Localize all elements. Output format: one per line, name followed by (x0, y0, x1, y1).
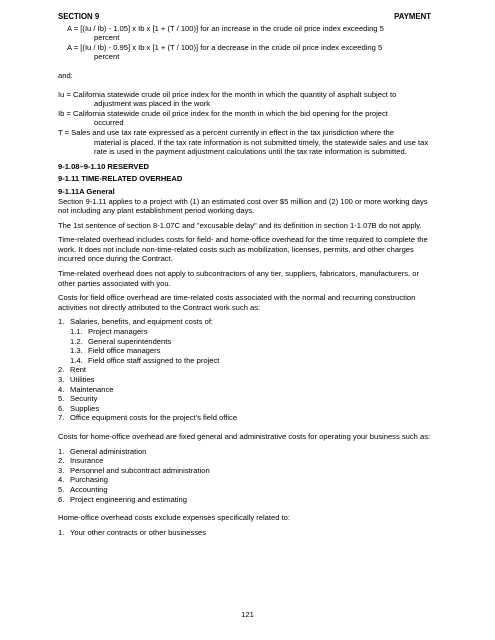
list-subitem: 1.3. Field office managers (70, 346, 161, 356)
list-item: 3. Personnel and subcontract administration (58, 465, 210, 475)
list-item: 1. Your other contracts or other businesses (58, 527, 207, 537)
list-item: 6. Supplies (58, 403, 100, 413)
list-item: 1. Salaries, benefits, and equipment costs of: (58, 317, 214, 327)
list-item: 5. Security (58, 394, 98, 404)
list-item: 2. Insurance (58, 456, 104, 466)
list-subitem: 1.1. Project managers (70, 327, 148, 337)
paragraph-subcontractors: Time-related overhead does not apply to subcontractors of any tier, suppliers, fabricators, manufacturers, or other parties associated with you. (58, 269, 420, 288)
list-item: 2. Rent (58, 365, 87, 375)
heading-time-related-overhead: 9-1.11 TIME-RELATED OVERHEAD (58, 174, 183, 184)
and-label: and: (58, 70, 73, 80)
field-office-list (58, 317, 431, 423)
paragraph-field-office: Costs for field office overhead are time-related costs associated with the normal and recurring construction activities not directly attributed to the Contract work such as: (58, 293, 416, 312)
chapter-label: PAYMENT (394, 12, 431, 21)
list-item: 4. Purchasing (58, 475, 108, 485)
list-item: 3. Utilities (58, 375, 95, 384)
exclusion-list (58, 528, 431, 538)
list-item: 7. Office equipment costs for the project's field office (58, 413, 238, 423)
paragraph-home-office-exclusions: Home-office overhead costs exclude expenses specifically related to: (58, 513, 291, 523)
list-subitem: 1.2. General superintendents (70, 336, 172, 346)
paragraph-applicability: Section 9-1.11 applies to a project with (1) an estimated cost over $5 million and (2) 100 or more working days not including any plant establishment period working days. (58, 196, 428, 216)
paragraph-definition: Time-related overhead includes costs for field- and home-office overhead for the time required to complete the work. It does not include non-time-related costs such as mobilization, licenses, permits, and other charges incurred once during the Contract. (58, 235, 428, 264)
section-label: SECTION 9 (58, 12, 100, 21)
definition-ib: Ib = California statewide crude oil price index for the month in which the bid opening for the project occurred (58, 108, 388, 128)
list-item: 4. Maintenance (58, 384, 114, 394)
list-item: 1. General administration (58, 446, 147, 456)
document-page (58, 12, 431, 537)
running-header (58, 12, 431, 22)
list-item: 6. Project engineering and estimating (58, 494, 187, 504)
paragraph-exclusions: The 1st sentence of section 8-1.07C and "excusable delay" and its definition in section 1-1.07B do not apply. (58, 220, 422, 230)
definition-iu: Iu = California statewide crude oil price index for the month in which the quantity of asphalt subject to adjustment was placed in the work (58, 89, 397, 109)
list-subitem: 1.4. Field office staff assigned to the project (70, 355, 220, 365)
definition-t: T = Sales and use tax rate expressed as a percent currently in effect in the tax jurisdiction where the material is placed. If the tax rate information is not submitted timely, the statewide sales and use tax rate is used in the payment adjustment calculations until the tax rate information is submitted. (58, 127, 429, 157)
heading-general: 9-1.11A General (58, 186, 115, 196)
formula-increase: A = [(Iu / Ib) - 1.05] x Ib x [1 + (T / 100)] for an increase in the crude oil price index exceeding 5 percent (67, 23, 384, 43)
formula-decrease: A = [(Iu / Ib) - 0.95] x Ib x [1 + (T / 100)] for a decrease in the crude oil price index exceeding 5 percent (67, 42, 383, 62)
paragraph-home-office: Costs for home-office overhead are fixed general and administrative costs for operating your business such as: (58, 431, 431, 441)
page-number: 121 (241, 610, 254, 619)
heading-reserved: 9-1.08–9-1.10 RESERVED (58, 161, 150, 171)
home-office-list (58, 447, 431, 505)
list-item: 5. Accounting (58, 484, 108, 494)
